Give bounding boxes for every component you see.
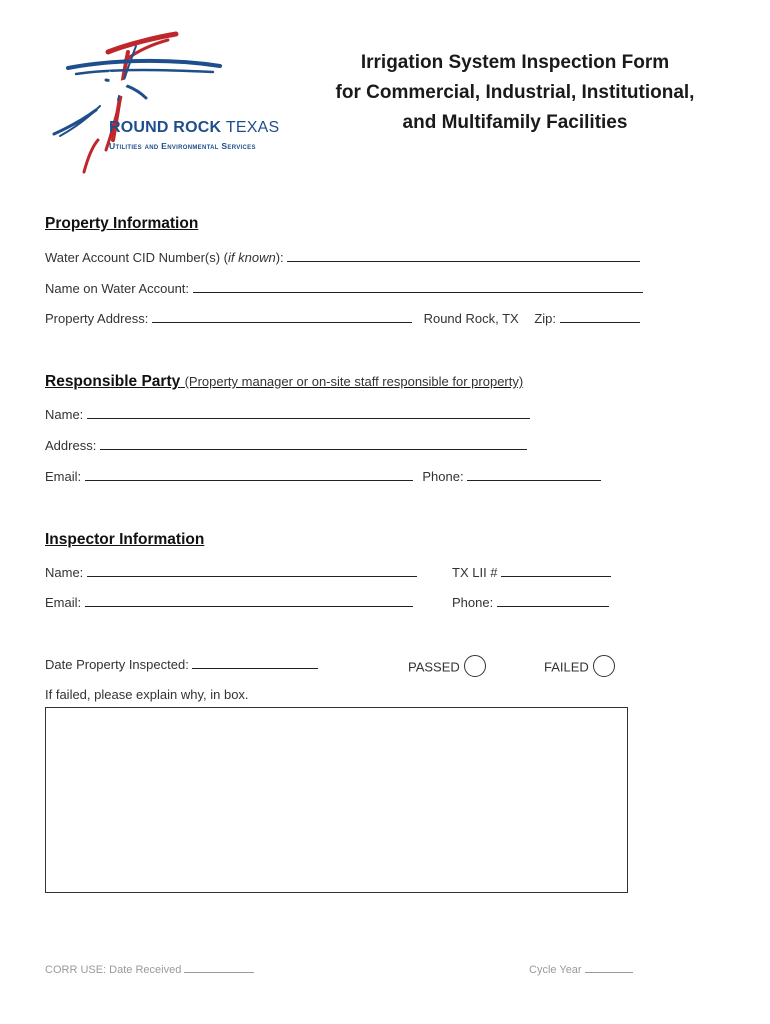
responsible-note: (Property manager or on-site staff responsible for property) xyxy=(184,374,524,389)
lii-row: TX LII # xyxy=(452,565,611,581)
responsible-name-field[interactable] xyxy=(87,407,530,419)
logo-name: ROUND ROCK TEXAS xyxy=(109,119,280,136)
responsible-section-title: Responsible Party (Property manager or on-site staff responsible for property) xyxy=(45,373,524,390)
inspector-email-row: Email: xyxy=(45,595,413,611)
date-received-field[interactable] xyxy=(184,963,254,973)
responsible-address-field[interactable] xyxy=(100,438,527,450)
property-address-field[interactable] xyxy=(152,311,412,323)
inspector-phone-field[interactable] xyxy=(497,595,609,607)
city-label: Round Rock, TX xyxy=(423,311,519,326)
zip-label: Zip: xyxy=(534,311,557,326)
cycle-year-row: Cycle Year xyxy=(529,963,633,976)
responsible-email-field[interactable] xyxy=(85,469,413,481)
logo-subtitle: Utilities and Environmental Services xyxy=(109,141,256,151)
inspector-email-field[interactable] xyxy=(85,595,413,607)
water-account-row: Water Account CID Number(s) (if known): xyxy=(45,250,640,266)
cycle-year-field[interactable] xyxy=(585,963,633,973)
water-account-field[interactable] xyxy=(287,250,640,262)
failure-explanation-box[interactable] xyxy=(45,707,628,893)
form-title xyxy=(330,48,700,138)
responsible-name-row: Name: xyxy=(45,407,530,423)
lii-field[interactable] xyxy=(501,565,611,577)
responsible-phone-field[interactable] xyxy=(467,469,601,481)
account-name-field[interactable] xyxy=(193,281,643,293)
property-section-title: Property Information xyxy=(45,215,199,232)
failed-radio[interactable] xyxy=(593,655,615,677)
title-line-2: for Commercial, Industrial, Institutional, xyxy=(335,82,695,103)
zip-field[interactable] xyxy=(560,311,640,323)
explain-label: If failed, please explain why, in box. xyxy=(45,687,249,702)
inspector-section-title: Inspector Information xyxy=(45,531,205,548)
inspector-phone-row: Phone: xyxy=(452,595,609,611)
title-line-3: and Multifamily Facilities xyxy=(402,112,628,133)
responsible-phone-label: Phone: xyxy=(422,469,464,484)
inspector-name-field[interactable] xyxy=(87,565,417,577)
account-name-row: Name on Water Account: xyxy=(45,281,643,297)
inspector-name-row: Name: xyxy=(45,565,417,581)
passed-radio[interactable] xyxy=(464,655,486,677)
round-rock-logo xyxy=(48,22,318,182)
star-brush-logo-icon xyxy=(48,22,318,182)
failed-option[interactable]: FAILED xyxy=(544,657,615,679)
property-address-row: Property Address: Round Rock, TX Zip: xyxy=(45,311,640,327)
title-line-1: Irrigation System Inspection Form xyxy=(360,52,670,73)
inspection-date-field[interactable] xyxy=(192,657,318,669)
passed-option[interactable]: PASSED xyxy=(408,657,486,679)
inspection-date-row: Date Property Inspected: xyxy=(45,657,318,673)
responsible-address-row: Address: xyxy=(45,438,527,454)
responsible-email-row: Email: Phone: xyxy=(45,469,601,485)
corr-use-row: CORR USE: Date Received xyxy=(45,963,254,976)
